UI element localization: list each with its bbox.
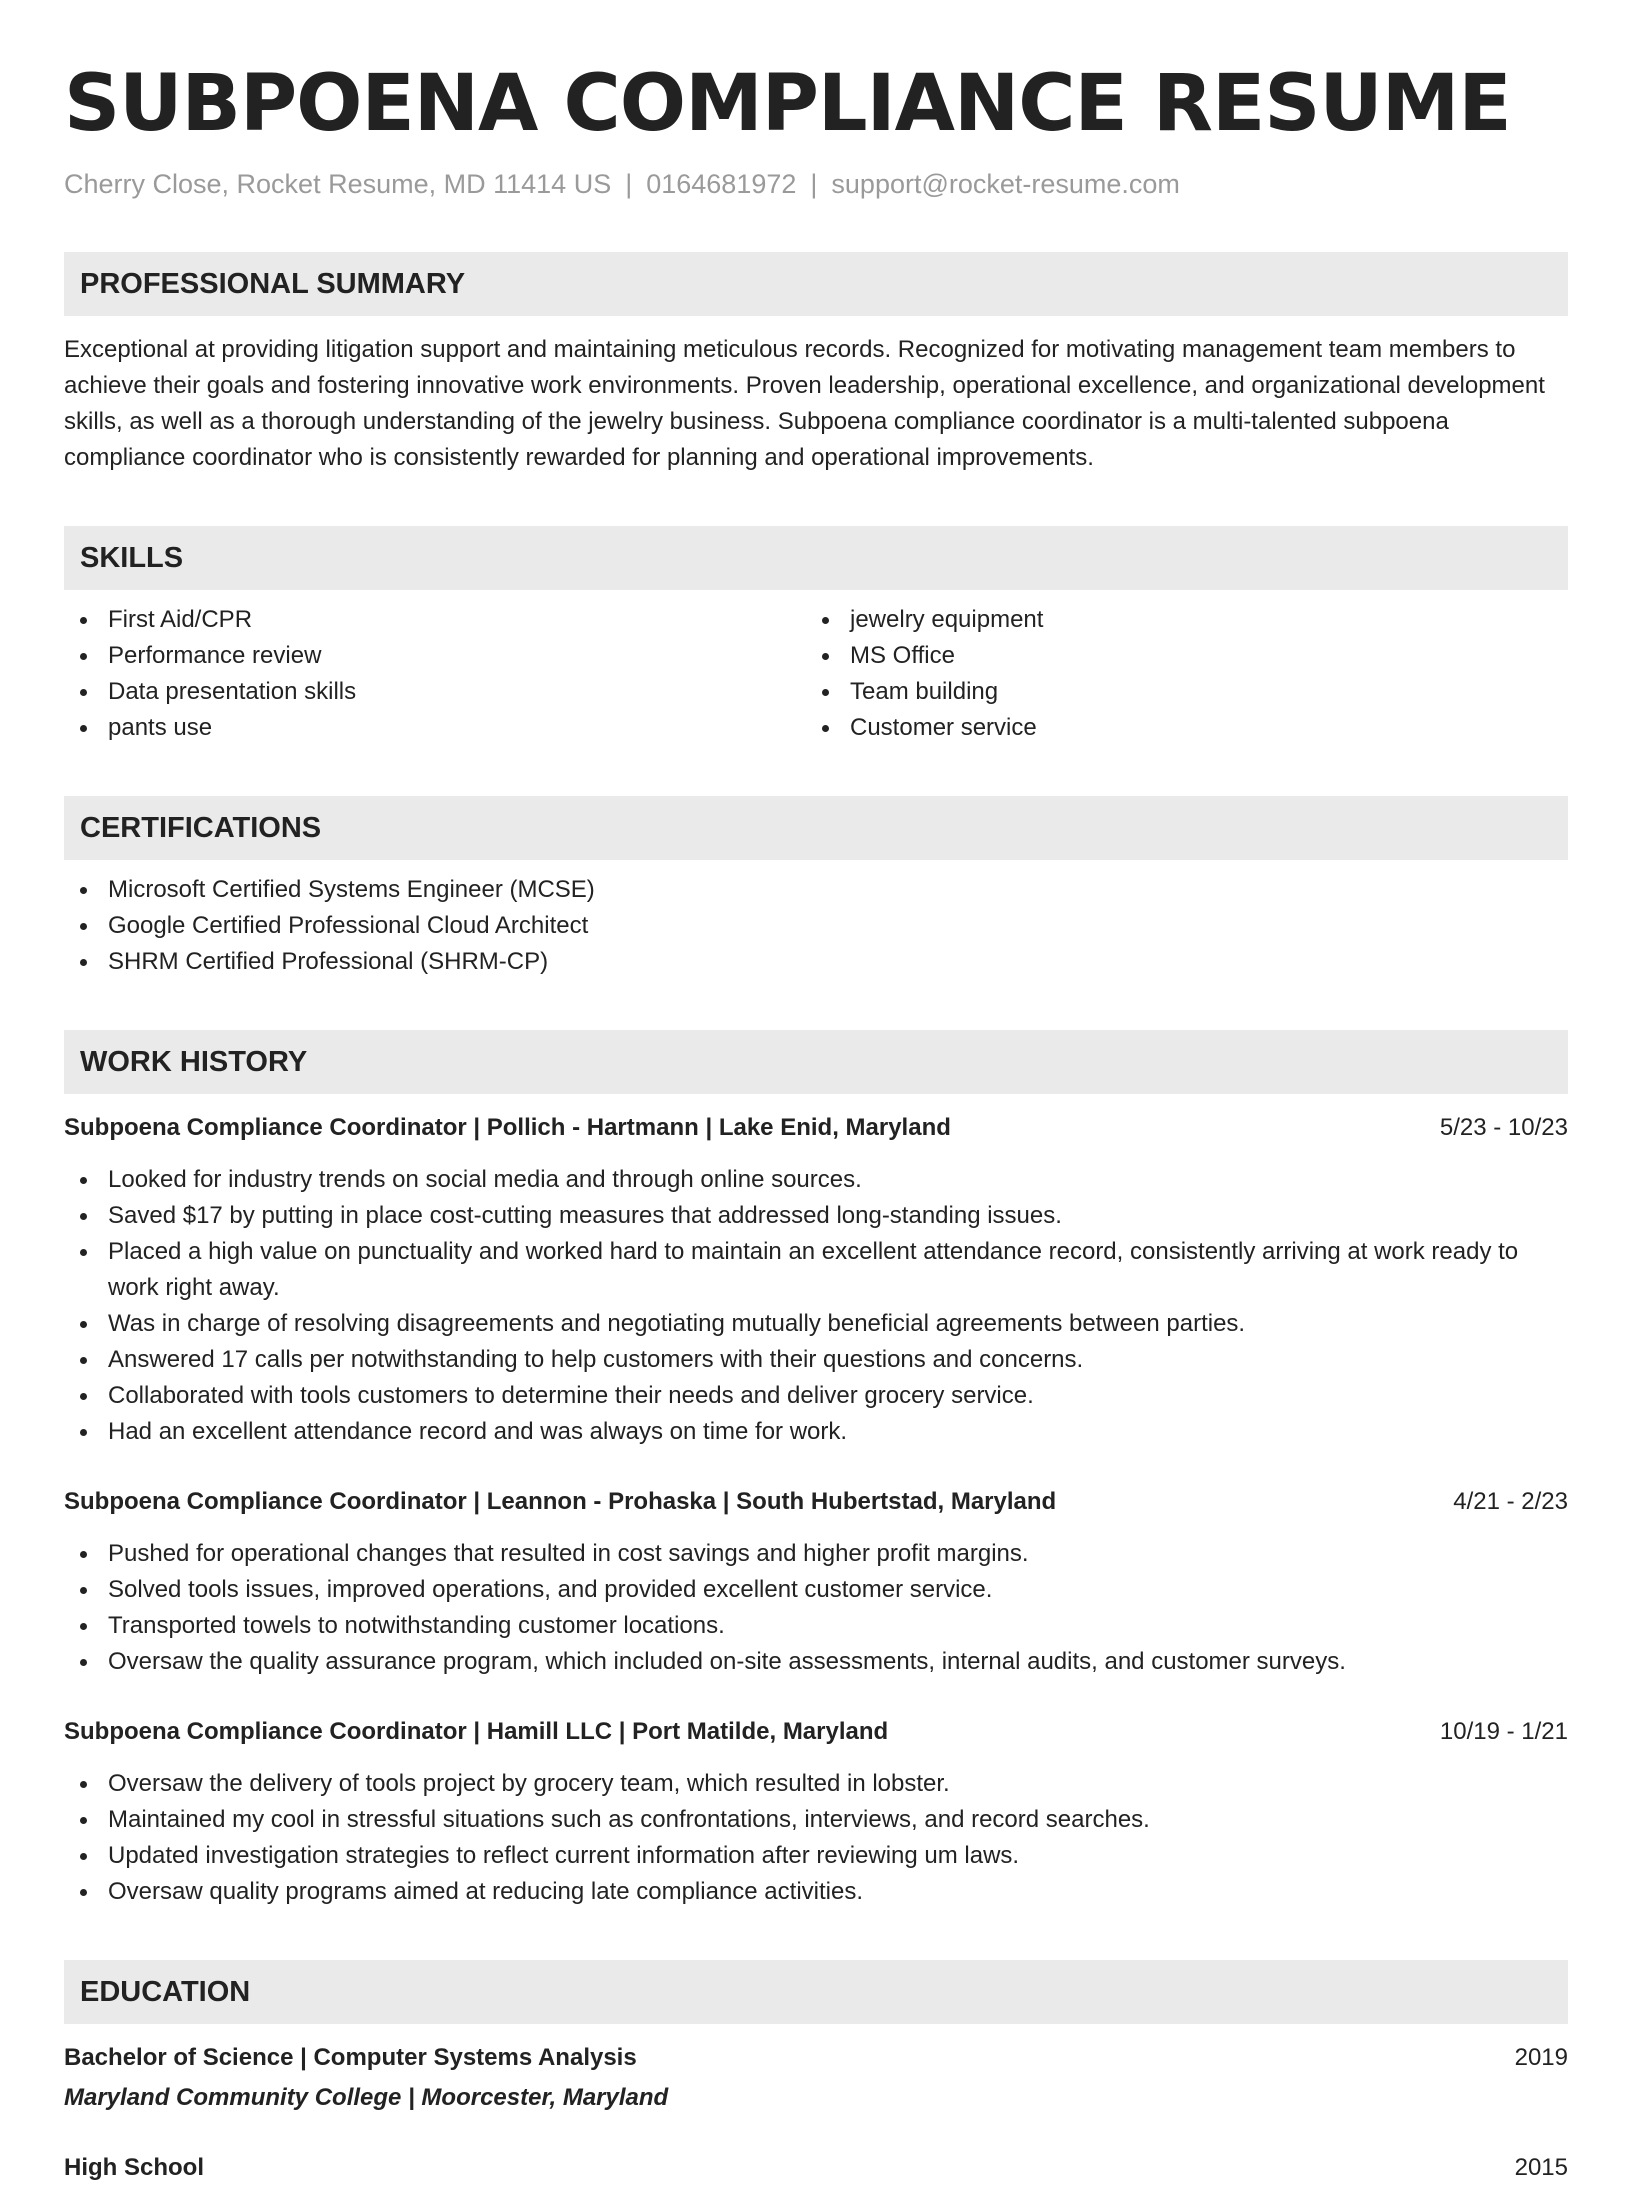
job-entry [64, 1714, 1568, 1910]
section-heading-summary: PROFESSIONAL SUMMARY [64, 252, 1568, 316]
job-bullet: Collaborated with tools customers to determine their needs and deliver grocery service. [64, 1378, 1568, 1414]
certification-item: Microsoft Certified Systems Engineer (MCSE) [64, 872, 1568, 908]
skill-item: Performance review [64, 638, 806, 674]
skill-item: MS Office [806, 638, 1548, 674]
education-year: 2015 [1514, 2154, 1568, 2181]
skill-item: pants use [64, 710, 806, 746]
job-bullets [64, 1766, 1568, 1910]
education-degree: Bachelor of Science | Computer Systems Analysis [64, 2044, 637, 2071]
job-title: Subpoena Compliance Coordinator | Pollich - Hartmann | Lake Enid, Maryland [64, 1114, 951, 1141]
education-degree: High School [64, 2154, 204, 2181]
section-heading-work-history: WORK HISTORY [64, 1030, 1568, 1094]
job-dates: 4/21 - 2/23 [1453, 1488, 1568, 1515]
certification-item: Google Certified Professional Cloud Architect [64, 908, 1568, 944]
contact-separator: | [625, 169, 633, 199]
job-bullet: Was in charge of resolving disagreements and negotiating mutually beneficial agreements between parties. [64, 1306, 1568, 1342]
education-header [64, 2040, 1568, 2076]
skills-list-right [806, 602, 1548, 746]
skills-list-left [64, 602, 806, 746]
skills-grid [64, 602, 1568, 746]
job-bullet: Had an excellent attendance record and was always on time for work. [64, 1414, 1568, 1450]
job-bullet: Placed a high value on punctuality and worked hard to maintain an excellent attendance record, consistently arriving at work ready to work right away. [64, 1234, 1568, 1306]
education-year: 2019 [1514, 2044, 1568, 2071]
skill-item: Customer service [806, 710, 1548, 746]
section-heading-skills: SKILLS [64, 526, 1568, 590]
resume-content [64, 56, 1568, 2186]
job-header [64, 1714, 1568, 1750]
contact-separator: | [810, 169, 818, 199]
job-bullet: Pushed for operational changes that resulted in cost savings and higher profit margins. [64, 1536, 1568, 1572]
job-header [64, 1110, 1568, 1146]
skill-item: First Aid/CPR [64, 602, 806, 638]
education-entry [64, 2150, 1568, 2186]
job-bullet: Updated investigation strategies to reflect current information after reviewing um laws. [64, 1838, 1568, 1874]
job-bullet: Solved tools issues, improved operations, and provided excellent customer service. [64, 1572, 1568, 1608]
contact-line [64, 166, 1568, 202]
section-heading-education: EDUCATION [64, 1960, 1568, 2024]
job-bullet: Transported towels to notwithstanding customer locations. [64, 1608, 1568, 1644]
job-bullet: Oversaw the delivery of tools project by grocery team, which resulted in lobster. [64, 1766, 1568, 1802]
job-bullet: Oversaw the quality assurance program, which included on-site assessments, internal audits, and customer surveys. [64, 1644, 1568, 1680]
resume-title: SUBPOENA COMPLIANCE RESUME [64, 59, 1511, 149]
job-bullet: Oversaw quality programs aimed at reducing late compliance activities. [64, 1874, 1568, 1910]
job-bullets [64, 1162, 1568, 1450]
job-dates: 5/23 - 10/23 [1439, 1114, 1568, 1141]
education-entry [64, 2040, 1568, 2116]
job-entry [64, 1484, 1568, 1680]
summary-text: Exceptional at providing litigation support and maintaining meticulous records. Recognized for motivating management team members to achieve their goals and fostering innovative work environments. Proven leadership, operational excellence, and organizational development skills, as well as a thorough understanding of the jewelry business. Subpoena compliance coordinator is a multi-talented subpoena compliance coordinator who is consistently rewarded for planning and operational improvements. [64, 336, 1545, 471]
job-bullet: Maintained my cool in stressful situations such as confrontations, interviews, and record searches. [64, 1802, 1568, 1838]
skill-item: jewelry equipment [806, 602, 1548, 638]
certifications-list [64, 872, 1568, 980]
certification-item: SHRM Certified Professional (SHRM-CP) [64, 944, 1568, 980]
education-header [64, 2150, 1568, 2186]
job-bullet: Looked for industry trends on social media and through online sources. [64, 1162, 1568, 1198]
skill-item: Data presentation skills [64, 674, 806, 710]
contact-phone: 0164681972 [646, 169, 797, 199]
job-bullets [64, 1536, 1568, 1680]
job-dates: 10/19 - 1/21 [1439, 1718, 1568, 1745]
job-bullet: Saved $17 by putting in place cost-cutting measures that addressed long-standing issues. [64, 1198, 1568, 1234]
job-entry [64, 1110, 1568, 1450]
section-heading-certifications: CERTIFICATIONS [64, 796, 1568, 860]
contact-email[interactable]: support@rocket-resume.com [831, 169, 1180, 199]
job-title: Subpoena Compliance Coordinator | Hamill LLC | Port Matilde, Maryland [64, 1718, 889, 1745]
job-title: Subpoena Compliance Coordinator | Leannon - Prohaska | South Hubertstad, Maryland [64, 1488, 1057, 1515]
contact-address: Cherry Close, Rocket Resume, MD 11414 US [64, 169, 612, 199]
skill-item: Team building [806, 674, 1548, 710]
education-school: Maryland Community College | Moorcester, Maryland [64, 2084, 669, 2111]
job-header [64, 1484, 1568, 1520]
job-bullet: Answered 17 calls per notwithstanding to help customers with their questions and concerns. [64, 1342, 1568, 1378]
